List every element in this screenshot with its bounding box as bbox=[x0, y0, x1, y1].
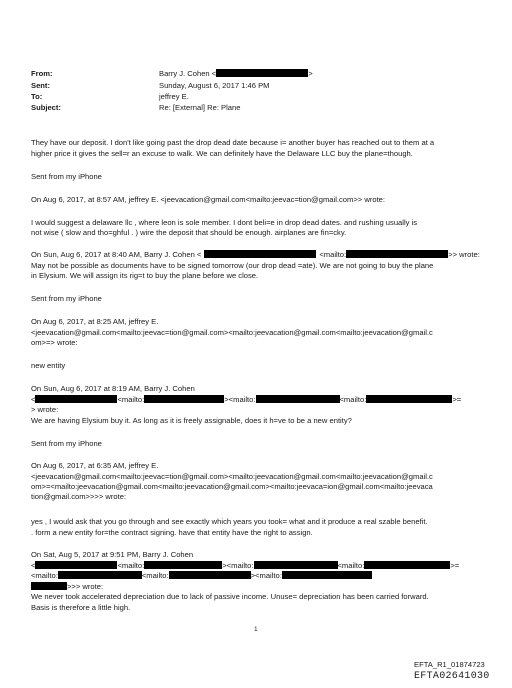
to-label: To: bbox=[31, 92, 43, 101]
quote-header: On Sat, Aug 5, 2017 at 9:51 PM, Barry J. Cohen bbox=[31, 550, 194, 559]
to-value: jeffrey E. bbox=[159, 92, 189, 101]
page-number: 1 bbox=[254, 626, 258, 633]
quote-header: On Aug 6, 2017, at 8:57 AM, jeffrey E. <jeevacation@gmail.com<mailto:jeevac=tion@gmail.com>> wrote: bbox=[31, 195, 386, 204]
redaction bbox=[282, 571, 372, 579]
quote-line: tion@gmail.com>>>> wrote: bbox=[31, 492, 127, 501]
from-value: Barry J. Cohen < > bbox=[159, 69, 313, 78]
from-label: From: bbox=[31, 69, 53, 78]
quote-line: <jeevacation@gmail.com<mailto:jeevac=tion@gmail.com><mailto:jeevacation@gmail.com<mailto:jeevacation@gmail.c bbox=[31, 328, 433, 337]
sent-label: Sent: bbox=[31, 81, 50, 90]
body-line: I would suggest a delaware llc , where leon is sole member. I dont beli=e in drop dead dates. and rushing usually is bbox=[31, 218, 418, 227]
quote-line: < <mailto: ><mailto: <mailto: >= bbox=[31, 395, 462, 404]
redaction bbox=[256, 395, 340, 403]
quote-line: <jeevacation@gmail.com<mailto:jeevac=tion@gmail.com><mailto:jeevacation@gmail.com<mailto:jeevacation@gmail.c bbox=[31, 472, 433, 481]
redaction bbox=[169, 571, 251, 579]
footer-id-2: EFTA02641030 bbox=[414, 671, 490, 682]
signature-line: Sent from my iPhone bbox=[31, 439, 102, 448]
redaction bbox=[144, 561, 222, 569]
redaction bbox=[35, 561, 117, 569]
quote-line: >>> wrote: bbox=[31, 582, 103, 592]
redaction bbox=[364, 561, 450, 569]
quote-line: om>=> wrote: bbox=[31, 338, 78, 347]
footer-id-1: EFTA_R1_01874723 bbox=[414, 660, 485, 669]
redaction bbox=[204, 250, 316, 258]
redaction bbox=[144, 395, 224, 403]
body-line: They have our deposit. I don't like going past the drop dead date because i= another buyer has reached out to them at a bbox=[31, 138, 435, 147]
body-line: We are having Elysium buy it. As long as it is freely assignable, does it h=ve to be a new entity? bbox=[31, 416, 352, 425]
body-line: May not be possible as documents have to be signed tomorrow (our drop dead =ate). We are not going to buy the plane bbox=[31, 261, 434, 270]
quote-header: On Sun, Aug 6, 2017 at 8:19 AM, Barry J. Cohen bbox=[31, 384, 195, 393]
signature-line: Sent from my iPhone bbox=[31, 294, 102, 303]
body-line: . form a new entity for=the contract signing. have that entity have the right to assign. bbox=[31, 528, 313, 537]
redaction bbox=[254, 561, 338, 569]
subject-value: Re: [External] Re: Plane bbox=[159, 103, 241, 112]
sent-value: Sunday, August 6, 2017 1:46 PM bbox=[159, 81, 270, 90]
redaction bbox=[366, 395, 452, 403]
quote-line: om>=<mailto:jeevacation@gmail.com<mailto:jeevacation@gmail.com><mailto:jeevaca=ion@gmail.com<mailto:jeevaca bbox=[31, 482, 433, 491]
body-line: not wise ( slow and tho=ghful . ) wire the deposit that should be enough. airplanes are fin=cky. bbox=[31, 228, 347, 237]
quote-line: <mailto: <mailto: ><mailto: bbox=[31, 571, 372, 581]
signature-line: Sent from my iPhone bbox=[31, 172, 102, 181]
quote-header: On Sun, Aug 6, 2017 at 8:40 AM, Barry J. Cohen < <mailto: >> wrote: bbox=[31, 250, 480, 259]
quote-header: On Aug 6, 2017, at 8:25 AM, jeffrey E. bbox=[31, 317, 159, 326]
body-line: higher price it gives the sell=r an excuse to walk. We can definitely have the Delaware LLC buy the plane=though. bbox=[31, 149, 413, 158]
redaction bbox=[58, 571, 142, 579]
body-line: We never took accelerated depreciation due to lack of passive income. Unuse= depreciation has been carried forward. bbox=[31, 592, 429, 601]
quote-line: < <mailto: ><mailto: <mailto: >= bbox=[31, 561, 460, 570]
redaction bbox=[346, 250, 448, 258]
body-line: new entity bbox=[31, 361, 66, 370]
subject-label: Subject: bbox=[31, 103, 61, 112]
redaction bbox=[216, 69, 308, 77]
body-line: yes , I would ask that you go through and see exactly which years you took= what and it produce a real szable benefit. bbox=[31, 517, 428, 526]
quote-line: > wrote: bbox=[31, 405, 59, 414]
redaction bbox=[35, 395, 117, 403]
quote-header: On Aug 6, 2017, at 6:35 AM, jeffrey E. bbox=[31, 461, 159, 470]
body-line: Basis is therefore a little high. bbox=[31, 603, 131, 612]
body-line: in Elysium. We will assign its rig=t to buy the plane before we close. bbox=[31, 271, 259, 280]
redaction bbox=[31, 582, 67, 590]
